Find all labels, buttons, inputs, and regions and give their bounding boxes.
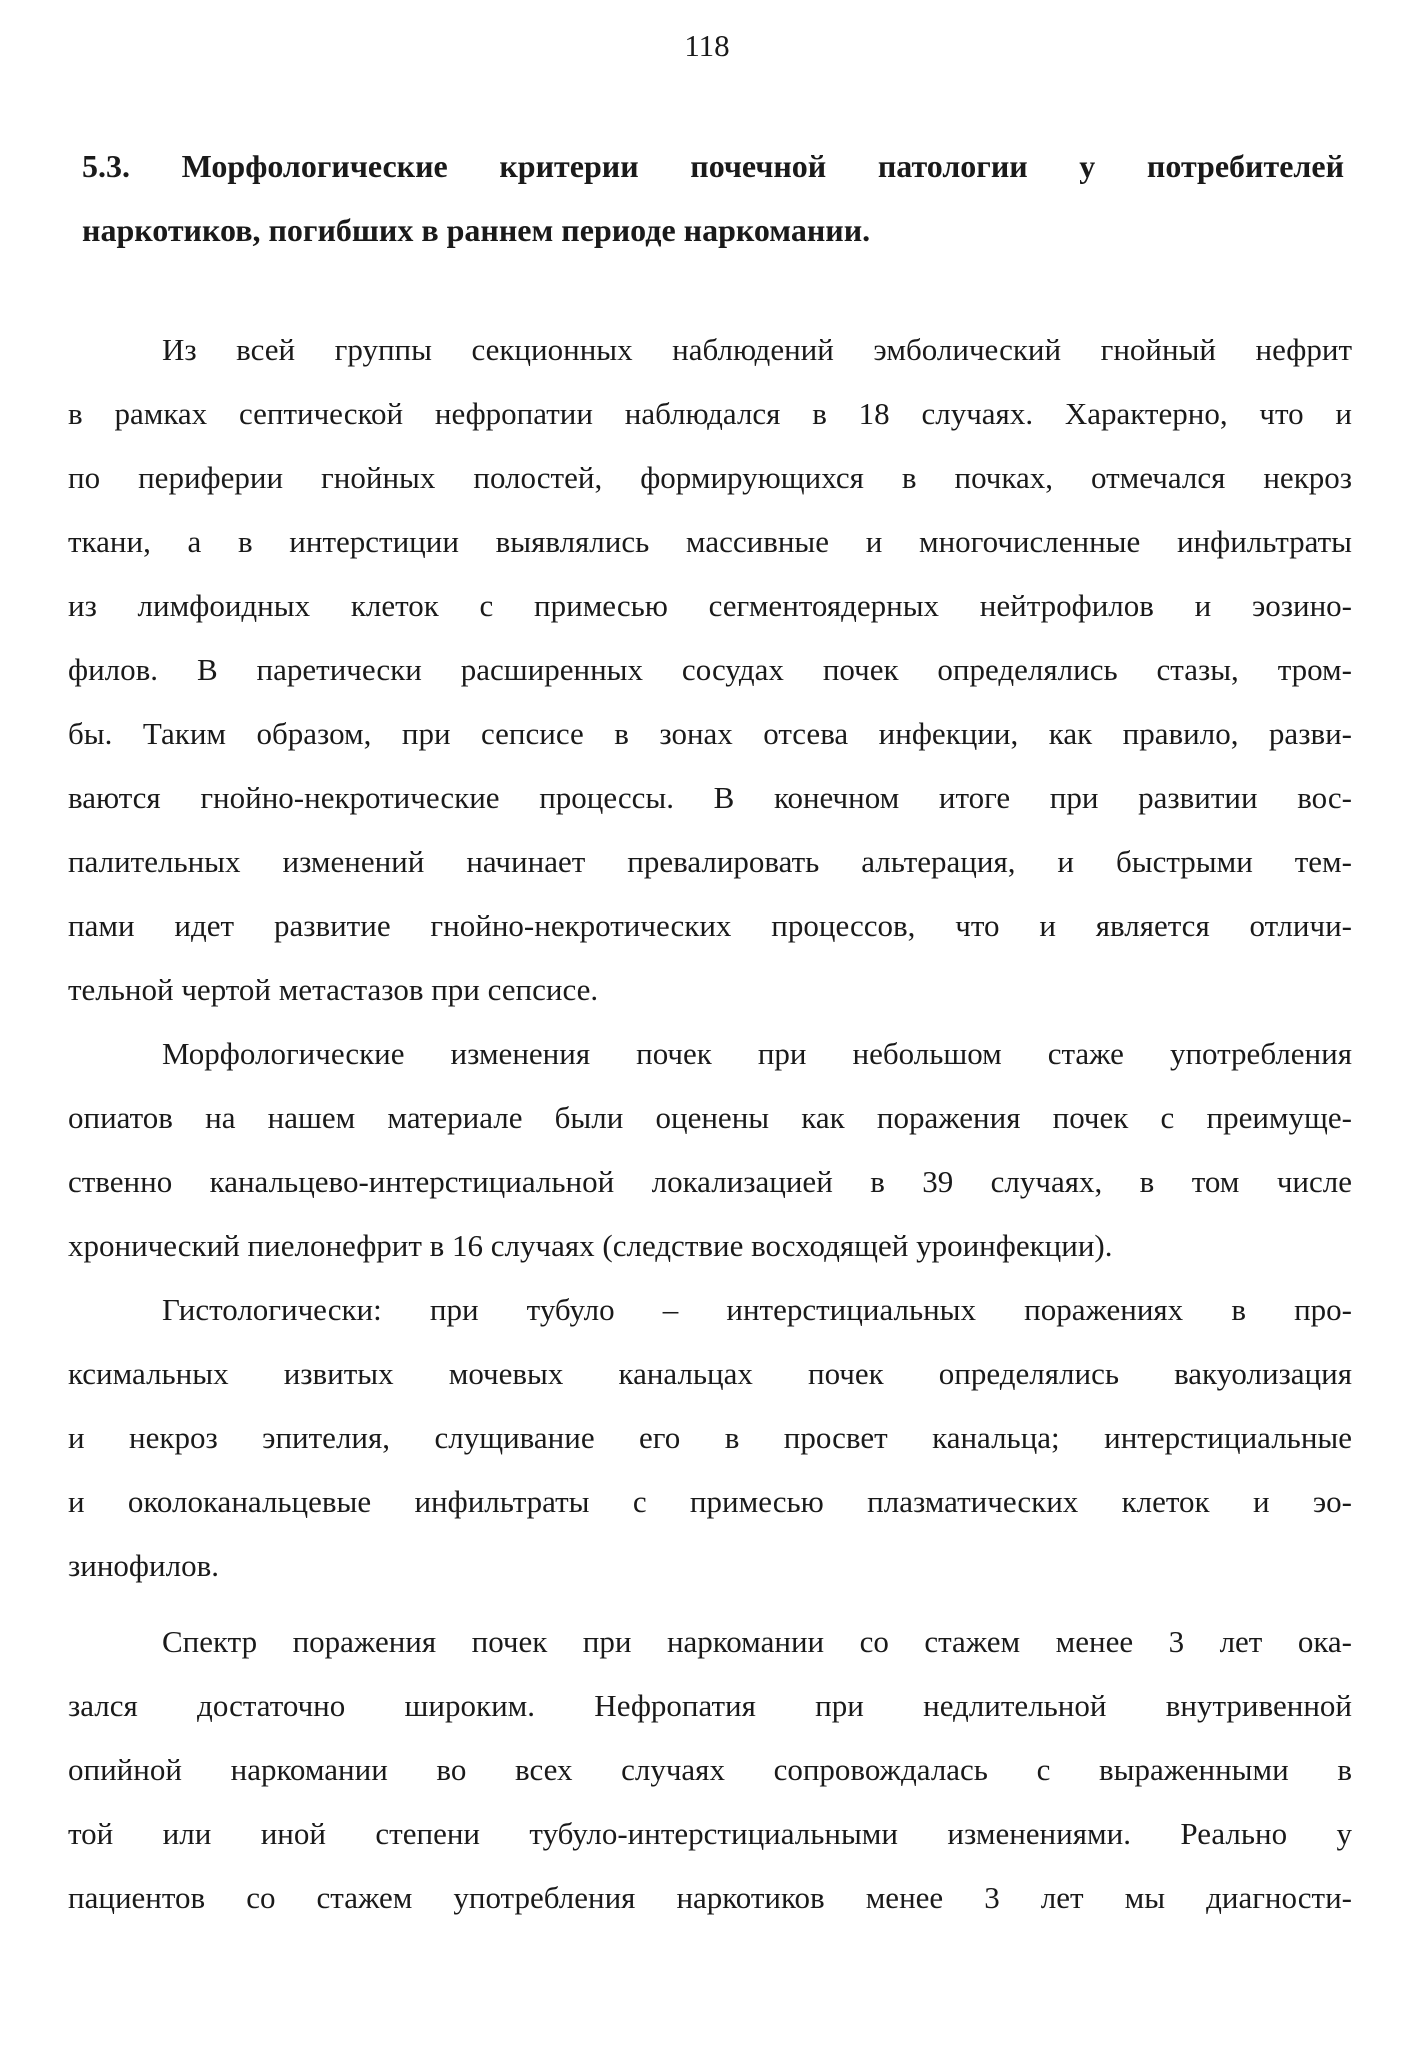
page-number: 118 bbox=[684, 28, 730, 63]
paragraph-line: ваются гнойно-некротические процессы. В конечном итоге при развитии вос- bbox=[68, 780, 1352, 815]
paragraph-line: опиатов на нашем материале были оценены как поражения почек с преимуще- bbox=[68, 1100, 1352, 1135]
paragraph-line: тельной чертой метастазов при сепсисе. bbox=[68, 972, 599, 1007]
paragraph-line: и околоканальцевые инфильтраты с примесью плазматических клеток и эо- bbox=[68, 1484, 1352, 1519]
paragraph-line: зинофилов. bbox=[68, 1548, 219, 1583]
section-heading bbox=[82, 134, 1344, 262]
heading-line: 5.3. Морфологические критерии почечной патологии у потребителей bbox=[82, 148, 1344, 184]
paragraph-line: пациентов со стажем употребления наркотиков менее 3 лет мы диагности- bbox=[68, 1880, 1352, 1915]
paragraph-line: Из всей группы секционных наблюдений эмболический гнойный нефрит bbox=[162, 332, 1352, 367]
paragraph bbox=[68, 318, 1352, 1022]
paragraph-line: Спектр поражения почек при наркомании со стажем менее 3 лет ока- bbox=[162, 1624, 1352, 1659]
paragraph-line: Морфологические изменения почек при небольшом стаже употребления bbox=[162, 1036, 1352, 1071]
paragraph-line: бы. Таким образом, при сепсисе в зонах отсева инфекции, как правило, разви- bbox=[68, 716, 1352, 751]
paragraph-line: пами идет развитие гнойно-некротических процессов, что и является отличи- bbox=[68, 908, 1352, 943]
paragraph bbox=[68, 1278, 1352, 1610]
paragraph-line: филов. В паретически расширенных сосудах почек определялись стазы, тром- bbox=[68, 652, 1352, 687]
paragraph-line: зался достаточно широким. Нефропатия при недлительной внутривенной bbox=[68, 1688, 1352, 1723]
paragraph-line: палительных изменений начинает превалировать альтерация, и быстрыми тем- bbox=[68, 844, 1352, 879]
paragraph-line: по периферии гнойных полостей, формирующихся в почках, отмечался некроз bbox=[68, 460, 1352, 495]
paragraph-line: хронический пиелонефрит в 16 случаях (следствие восходящей уроинфекции). bbox=[68, 1228, 1113, 1263]
paragraph-line: и некроз эпителия, слущивание его в просвет канальца; интерстициальные bbox=[68, 1420, 1352, 1455]
paragraph bbox=[68, 1610, 1352, 1930]
paragraph-line: ственно канальцево-интерстициальной локализацией в 39 случаях, в том числе bbox=[68, 1164, 1352, 1199]
paragraph bbox=[68, 1022, 1352, 1278]
paragraph-line: той или иной степени тубуло-интерстициальными изменениями. Реально у bbox=[68, 1816, 1352, 1851]
heading-line: наркотиков, погибших в раннем периоде наркомании. bbox=[82, 212, 871, 248]
paragraph-line: в рамках септической нефропатии наблюдался в 18 случаях. Характерно, что и bbox=[68, 396, 1352, 431]
paragraph-line: Гистологически: при тубуло – интерстициальных поражениях в про- bbox=[162, 1292, 1352, 1327]
body-text bbox=[68, 318, 1352, 1930]
paragraph-line: ксимальных извитых мочевых канальцах почек определялись вакуолизация bbox=[68, 1356, 1352, 1391]
paragraph-line: ткани, а в интерстиции выявлялись массивные и многочисленные инфильтраты bbox=[68, 524, 1352, 559]
paragraph-line: из лимфоидных клеток с примесью сегментоядерных нейтрофилов и эозино- bbox=[68, 588, 1352, 623]
paragraph-line: опийной наркомании во всех случаях сопровождалась с выраженными в bbox=[68, 1752, 1352, 1787]
